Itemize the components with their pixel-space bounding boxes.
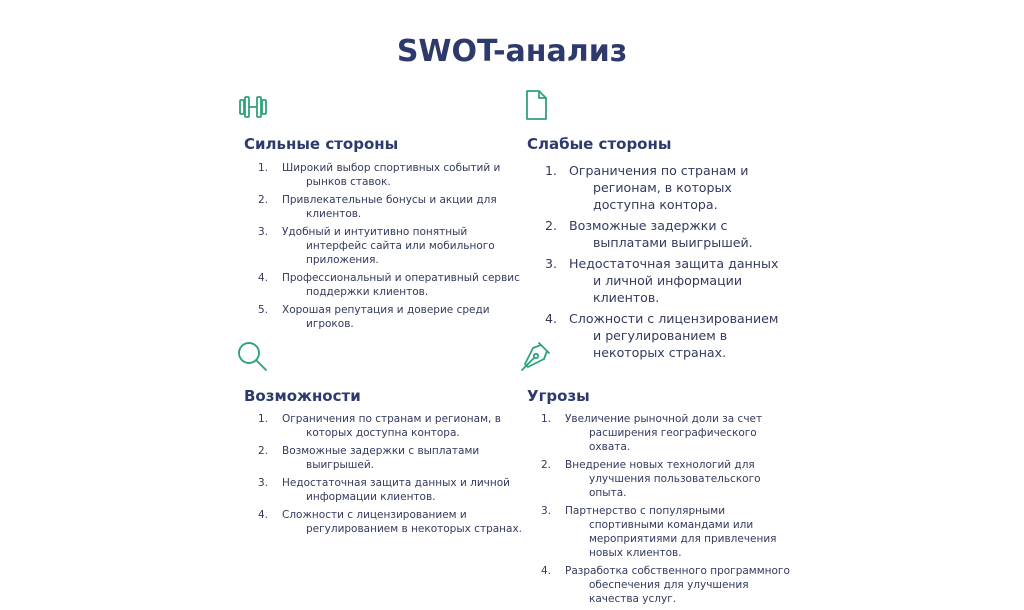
list-item: 3. Удобный и интуитивно понятный интерфейс сайта или мобильного приложения. xyxy=(258,226,495,266)
list-item: 4. Профессиональный и оперативный сервис поддержки клиентов. xyxy=(258,272,520,298)
list-item: 2. Привлекательные бонусы и акции для клиентов. xyxy=(258,194,497,220)
weaknesses-list xyxy=(545,162,785,365)
threats-list xyxy=(541,412,791,610)
list-item: 2. Возможные задержки с выплатами выигрышей. xyxy=(545,218,753,250)
page-title: SWOT-анализ xyxy=(396,34,628,69)
strengths-list xyxy=(258,161,528,335)
strengths-heading: Сильные стороны xyxy=(244,135,399,153)
weaknesses-heading: Слабые стороны xyxy=(527,135,672,153)
list-item: 5. Хорошая репутация и доверие среди игроков. xyxy=(258,304,490,330)
list-item: 1. Ограничения по странам и регионам, в которых доступна контора. xyxy=(545,163,749,212)
list-item: 1. Ограничения по странам и регионам, в которых доступна контора. xyxy=(258,413,501,439)
list-item: 1. Широкий выбор спортивных событий и рынков ставок. xyxy=(258,162,501,188)
opportunities-heading: Возможности xyxy=(244,387,361,405)
list-item: 4. Сложности с лицензированием и регулированием в некоторых странах. xyxy=(258,509,523,535)
pen-nib-icon xyxy=(519,339,553,373)
document-icon xyxy=(519,88,553,122)
opportunities-list xyxy=(258,412,528,540)
dumbbell-icon xyxy=(236,90,270,124)
list-item: 2. Возможные задержки с выплатами выигрышей. xyxy=(258,445,480,471)
search-icon xyxy=(235,339,269,373)
list-item: 3. Недостаточная защита данных и личной информации клиентов. xyxy=(258,477,510,503)
list-item: 3. Партнерство с популярными спортивными командами или мероприятиями для привлечения новых клиентов. xyxy=(541,505,777,559)
list-item: 1. Увеличение рыночной доли за счет расширения географического охвата. xyxy=(541,413,763,453)
list-item: 4. Разработка собственного программного обеспечения для улучшения качества услуг. xyxy=(541,565,790,605)
threats-heading: Угрозы xyxy=(527,387,590,405)
list-item: 3. Недостаточная защита данных и личной информации клиентов. xyxy=(545,256,779,305)
list-item: 2. Внедрение новых технологий для улучшения пользовательского опыта. xyxy=(541,459,761,499)
list-item: 4. Сложности с лицензированием и регулированием в некоторых странах. xyxy=(545,311,779,360)
